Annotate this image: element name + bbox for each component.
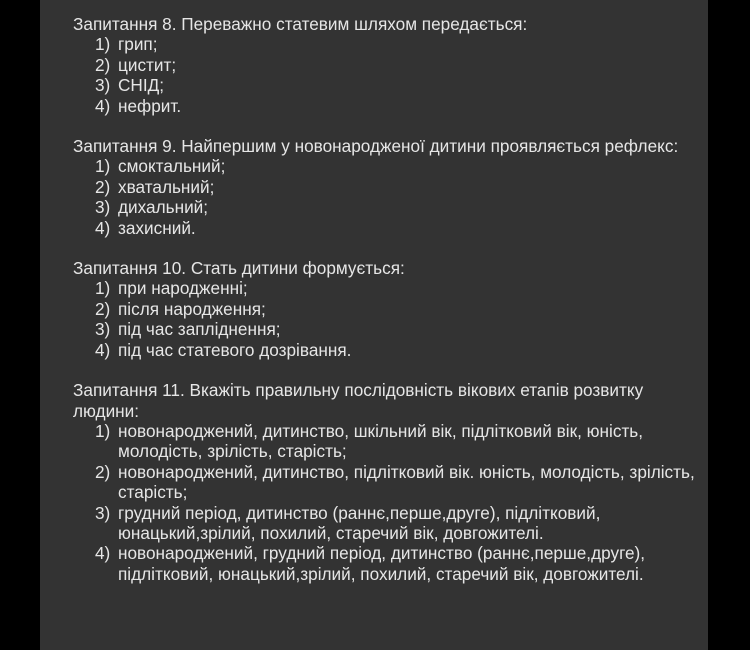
- option-number: 3): [95, 319, 111, 340]
- option-text: при народженні;: [118, 278, 248, 299]
- answer-option: [73, 319, 698, 339]
- answer-option: [73, 340, 698, 360]
- question-11: [73, 380, 698, 584]
- answer-option: [73, 34, 698, 54]
- option-text: захисний.: [118, 217, 196, 238]
- option-number: 2): [95, 298, 111, 319]
- question-text: Запитання 11. Вкажіть правильну послідовність вікових етапів розвитку людини:: [73, 380, 644, 421]
- option-number: 4): [95, 95, 111, 116]
- answer-option: [73, 218, 698, 238]
- option-number: 3): [95, 197, 111, 218]
- option-number: 1): [95, 278, 111, 299]
- answer-options: [73, 156, 698, 238]
- option-text: під час запліднення;: [118, 319, 281, 340]
- option-number: 2): [95, 176, 111, 197]
- option-number: 1): [95, 34, 111, 55]
- question-list: [73, 14, 698, 604]
- option-text: новонароджений, дитинство, підлітковий вік. юність, молодість, зрілість, старість;: [118, 461, 695, 503]
- option-text: хватальний;: [118, 176, 215, 197]
- option-text: смоктальний;: [118, 156, 226, 177]
- answer-option: [73, 156, 698, 176]
- option-number: 2): [95, 54, 111, 75]
- question-text: Запитання 8. Переважно статевим шляхом передається:: [73, 14, 528, 34]
- answer-option: [73, 75, 698, 95]
- question-10: [73, 258, 698, 360]
- answer-option: [73, 278, 698, 298]
- question-text: Запитання 9. Найпершим у новонародженої дитини проявляється рефлекс:: [73, 136, 679, 157]
- answer-options: [73, 421, 698, 584]
- answer-option: [73, 55, 698, 75]
- answer-option: [73, 462, 698, 503]
- option-number: 3): [95, 75, 111, 96]
- option-text: дихальний;: [118, 197, 209, 218]
- answer-options: [73, 34, 698, 116]
- answer-option: [73, 421, 698, 462]
- option-text: після народження;: [118, 298, 266, 319]
- question-9: [73, 136, 698, 238]
- option-number: 4): [95, 339, 111, 360]
- question-8: [73, 14, 698, 116]
- option-text: цистит;: [118, 54, 177, 75]
- option-number: 2): [95, 461, 111, 482]
- option-number: 1): [95, 420, 111, 441]
- question-text: Запитання 10. Стать дитини формується:: [73, 258, 405, 279]
- answer-option: [73, 197, 698, 217]
- option-text: нефрит.: [118, 95, 182, 116]
- option-number: 1): [95, 156, 111, 177]
- answer-option: [73, 503, 698, 544]
- answer-option: [73, 543, 698, 584]
- option-number: 3): [95, 502, 111, 523]
- answer-option: [73, 177, 698, 197]
- answer-option: [73, 299, 698, 319]
- answer-option: [73, 96, 698, 116]
- option-text: під час статевого дозрівання.: [118, 339, 352, 360]
- option-number: 4): [95, 543, 111, 564]
- option-text: СНІД;: [118, 75, 165, 96]
- option-text: новонароджений, дитинство, шкільний вік, підлітковий вік, юність, молодість, зрілість, старість;: [118, 420, 644, 462]
- option-text: грудний період, дитинство (раннє,перше,друге), підлітковий, юнацький,зрілий, похилий, старечий вік, довгожителі.: [118, 502, 601, 543]
- option-number: 4): [95, 217, 111, 238]
- answer-options: [73, 278, 698, 360]
- option-text: грип;: [118, 34, 158, 55]
- document-page: [40, 0, 708, 650]
- option-text: новонароджений, грудний період, дитинство (раннє,перше,друге), підлітковий, юнацький,зрілий, похилий, старечий вік, довгожителі.: [118, 543, 646, 584]
